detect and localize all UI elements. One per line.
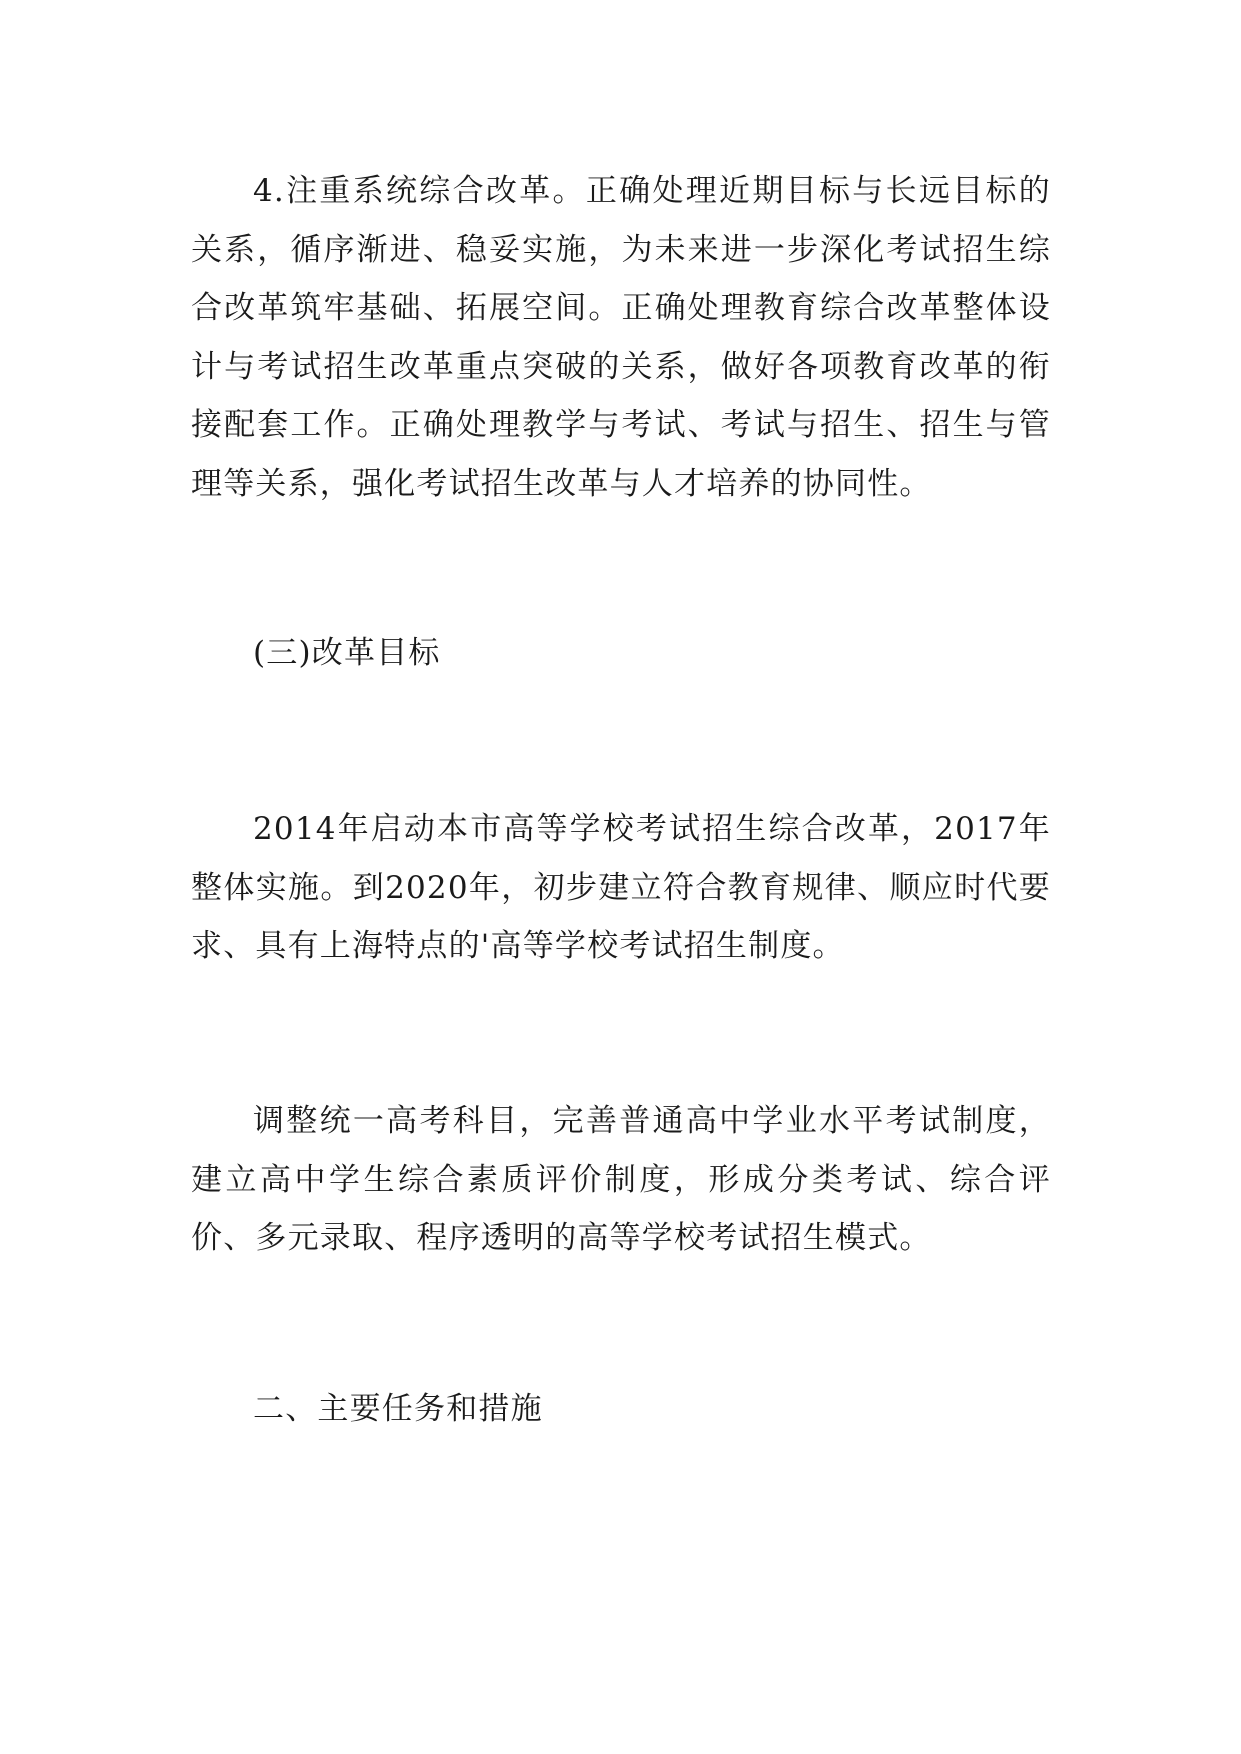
paragraph-timeline: 2014年启动本市高等学校考试招生综合改革，2017年整体实施。到2020年，初步建立符合教育规律、顺应时代要求、具有上海特点的'高等学校考试招生制度。 <box>191 811 1051 965</box>
section-heading-main-tasks: 二、主要任务和措施 <box>253 1391 543 1427</box>
paragraph-exam-adjustment: 调整统一高考科目，完善普通高中学业水平考试制度，建立高中学生综合素质评价制度，形成分类考试、综合评价、多元录取、程序透明的高等学校考试招生模式。 <box>191 1103 1051 1257</box>
paragraph-systematic-reform: 4.注重系统综合改革。正确处理近期目标与长远目标的关系，循序渐进、稳妥实施，为未来进一步深化考试招生综合改革筑牢基础、拓展空间。正确处理教育综合改革整体设计与考试招生改革重点突破的关系，做好各项教育改革的衔接配套工作。正确处理教学与考试、考试与招生、招生与管理等关系，强化考试招生改革与人才培养的协同性。 <box>191 173 1051 502</box>
section-heading-reform-goals: (三)改革目标 <box>253 635 441 671</box>
